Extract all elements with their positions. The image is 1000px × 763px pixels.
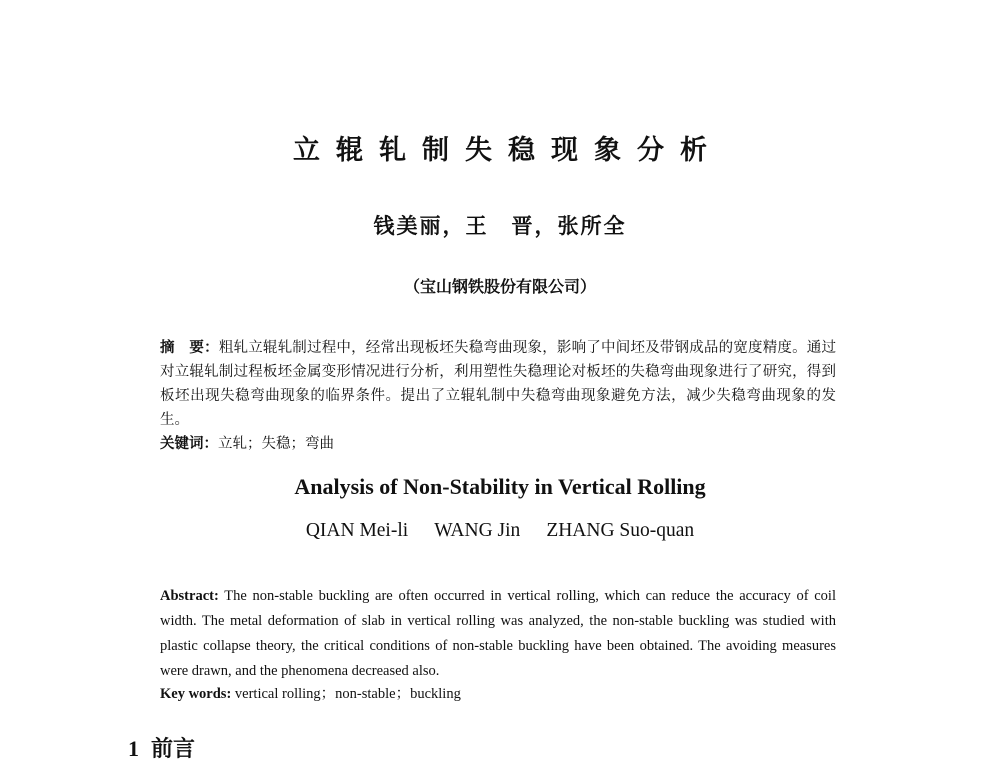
keywords-chinese-text: 立轧；失稳；弯曲	[218, 436, 334, 452]
keywords-chinese	[160, 432, 836, 456]
title-chinese: 立辊轧制失稳现象分析	[293, 135, 723, 166]
abstract-english	[160, 584, 836, 684]
abstract-chinese	[160, 336, 836, 432]
author-english-1: QIAN Mei-li	[305, 520, 409, 541]
abstract-english-text: The non-stable buckling are often occurred in vertical rolling, which can reduce the accuracy of coil width. The metal deformation of slab in vertical rolling was analyzed, the non-stable buckling was studied with plastic collapse theory, the critical conditions of non-stable buckling have been obtained. The avoiding measures were drawn, and the phenomena decreased also.	[160, 588, 836, 679]
author-english-3: ZHANG Suo-quan	[546, 520, 695, 541]
section-heading	[128, 732, 195, 763]
affiliation-chinese: （宝山钢铁股份有限公司）	[403, 277, 596, 296]
abstract-chinese-label: 摘 要：	[160, 340, 219, 356]
keywords-chinese-label: 关键词：	[160, 436, 218, 452]
authors-chinese: 钱美丽，王 晋，张所全	[373, 213, 627, 238]
keywords-english	[160, 682, 836, 707]
authors-english	[0, 520, 1000, 542]
title-english: Analysis of Non-Stability in Vertical Rolling	[294, 474, 706, 499]
abstract-chinese-text: 粗轧立辊轧制过程中，经常出现板坯失稳弯曲现象，影响了中间坯及带钢成品的宽度精度。通过对立辊轧制过程板坯金属变形情况进行分析，利用塑性失稳理论对板坯的失稳弯曲现象进行了研究，得到板坯出现失稳弯曲现象的临界条件。提出了立辊轧制中失稳弯曲现象避免方法，减少失稳弯曲现象的发生。	[160, 340, 837, 428]
section-title: 前言	[151, 736, 196, 761]
section-number: 1	[128, 736, 139, 761]
abstract-english-label: Abstract:	[160, 588, 219, 604]
keywords-english-label: Key words:	[160, 686, 232, 702]
keywords-english-text: vertical rolling；non-stable；buckling	[231, 686, 461, 702]
author-english-2: WANG Jin	[434, 520, 521, 541]
